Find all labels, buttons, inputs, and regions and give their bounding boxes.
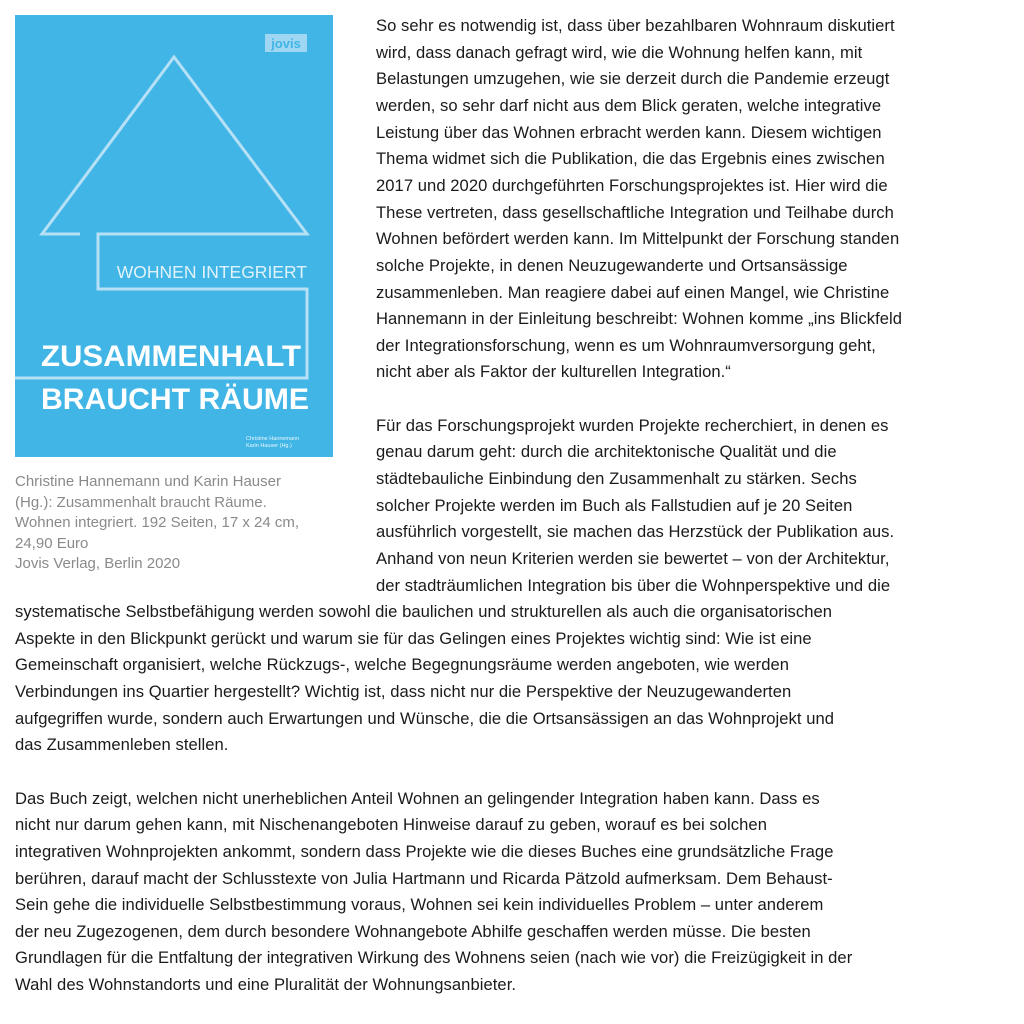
text-line: aufgegriffen wurde, sondern auch Erwartungen und Wünsche, die die Ortsansässigen an das Wohnprojekt und — [15, 708, 835, 728]
text-line: nicht aber als Faktor der kulturellen Integration.“ — [376, 362, 731, 382]
text-line: These vertreten, dass gesellschaftliche Integration und Teilhabe durch — [376, 202, 894, 222]
text-line: ausführlich vorgestellt, sie machen das Herzstück der Publikation aus. — [376, 522, 895, 542]
cover-title-line1: ZUSAMMENHALT — [41, 340, 301, 373]
text-line: integrativen Wohnprojekten ankommt, sondern dass Projekte wie die dieses Buches eine grundsätzliche Frage — [15, 841, 834, 861]
caption-line: Jovis Verlag, Berlin 2020 — [15, 555, 181, 572]
text-line: berühren, darauf macht der Schlusstexte von Julia Hartmann und Ricarda Pätzold aufmerksam. Dem Behaust- — [15, 868, 833, 888]
text-line: Thema widmet sich die Publikation, die das Ergebnis eines zwischen — [376, 149, 885, 169]
text-line: Das Buch zeigt, welchen nicht unerheblichen Anteil Wohnen an gelingender Integration haben kann. Dass es — [15, 788, 820, 808]
text-line: zusammenleben. Man reagiere dabei auf einen Mangel, wie Christine — [376, 282, 890, 302]
caption-line: Christine Hannemann und Karin Hauser — [15, 473, 281, 490]
text-line: Für das Forschungsprojekt wurden Projekte recherchiert, in denen es — [376, 415, 889, 435]
text-line: werden, so sehr darf nicht aus dem Blick geraten, welche integrative — [376, 95, 882, 115]
text-line: Sein gehe die individuelle Selbstbestimmung voraus, Wohnen sei kein individuelles Problem – unter anderem — [15, 895, 824, 915]
book-cover — [0, 0, 340, 470]
caption-line: Wohnen integriert. 192 Seiten, 17 x 24 cm, — [15, 514, 300, 531]
publisher-logo: jovis — [271, 36, 301, 51]
cover-series: WOHNEN INTEGRIERT — [116, 262, 307, 282]
text-line: Leistung über das Wohnen erbracht werden kann. Diesem wichtigen — [376, 122, 882, 142]
text-line: 2017 und 2020 durchgeführten Forschungsprojektes ist. Hier wird die — [376, 175, 888, 195]
text-line: solche Projekte, in denen Neuzugewanderte und Ortsansässige — [376, 255, 848, 275]
text-line: Wohnen befördert werden kann. Im Mittelpunkt der Forschung standen — [376, 229, 900, 249]
caption-line: 24,90 Euro — [15, 534, 89, 552]
text-line: Gemeinschaft organisiert, welche Rückzugs-, welche Begegnungsräume werden angeboten, wie werden — [15, 655, 790, 675]
text-line: der stadträumlichen Integration bis über die Wohnperspektive und die — [376, 575, 891, 595]
text-line: der neu Zugezogenen, dem durch besondere Wohnangebote Abhilfe geschaffen werden müsse. Die besten — [15, 921, 811, 941]
cover-authors-line1: Christine Hannemann — [246, 436, 300, 442]
text-line: Wahl des Wohnstandorts und eine Pluralität der Wohnungsanbieter. — [15, 975, 517, 995]
text-line: nicht nur darum gehen kann, mit Nischenangeboten Hinweise darauf zu geben, worauf es bei solchen — [15, 815, 767, 835]
text-line: der Integrationsforschung, wenn es um Wohnraumversorgung geht, — [376, 335, 876, 355]
text-line: Verbindungen ins Quartier hergestellt? Wichtig ist, dass nicht nur die Perspektive der Neuzugewanderten — [15, 681, 792, 701]
text-line: Grundlagen für die Entfaltung der integrativen Wirkung des Wohnens seien (nach wie vor) die Freizügigkeit in der — [15, 948, 853, 968]
text-line: solcher Projekte werden im Buch als Fallstudien auf je 20 Seiten — [376, 495, 853, 515]
caption-line: (Hg.): Zusammenhalt braucht Räume. — [15, 493, 267, 511]
text-line: So sehr es notwendig ist, dass über bezahlbaren Wohnraum diskutiert — [376, 16, 895, 35]
text-line: Hannemann in der Einleitung beschreibt: Wohnen komme „ins Blickfeld — [376, 309, 903, 329]
text-line: systematische Selbstbefähigung werden sowohl die baulichen und strukturellen als auch die organisatorischen — [15, 602, 833, 621]
text-line: städtebauliche Einbindung den Zusammenhalt zu stärken. Sechs — [376, 469, 857, 489]
text-line: wird, dass danach gefragt wird, wie die Wohnung helfen kann, mit — [376, 42, 863, 62]
cover-title-line2: BRAUCHT RÄUME — [41, 383, 309, 416]
text-line: das Zusammenleben stellen. — [15, 735, 229, 755]
text-line: Aspekte in den Blickpunkt gerückt und warum sie für das Gelingen eines Projektes wichtig sind: Wie ist eine — [15, 628, 812, 648]
book-caption — [15, 472, 299, 575]
text-line: Belastungen umzugehen, wie sie derzeit durch die Pandemie erzeugt — [376, 69, 890, 89]
cover-authors-line2: Karin Hauser (Hg.) — [246, 443, 292, 449]
text-line: genau darum geht: durch die architektonische Qualität und die — [376, 442, 837, 462]
text-line: Anhand von neun Kriterien werden sie bewertet – von der Architektur, — [376, 549, 890, 568]
